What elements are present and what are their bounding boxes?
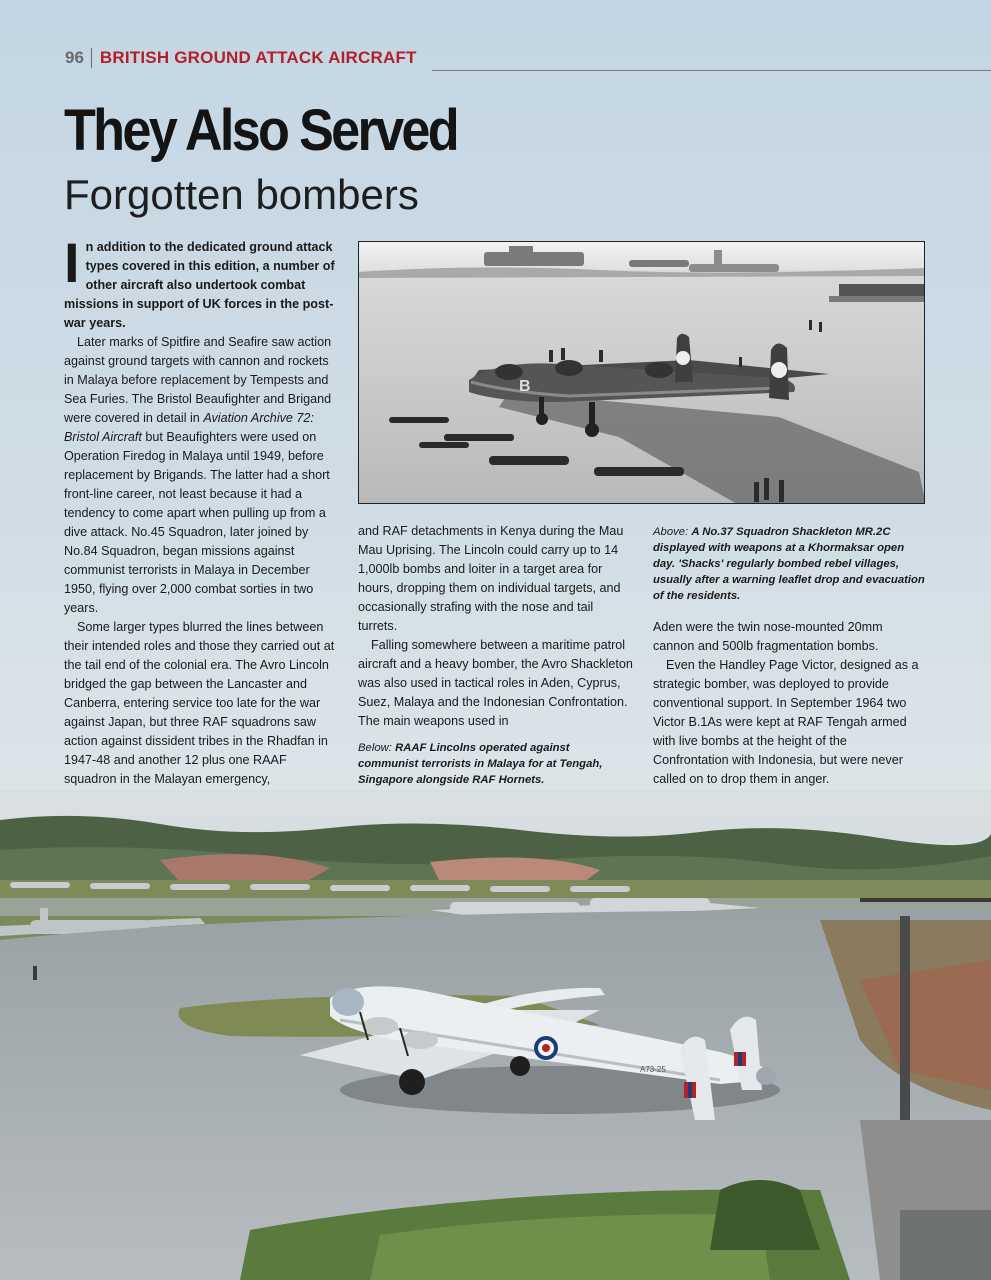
- caption-below: [358, 740, 628, 788]
- article-title: They Also Served: [64, 98, 457, 163]
- caption-above: [653, 524, 927, 604]
- lincoln-airfield-photo: [0, 790, 991, 1280]
- caption-text: RAAF Lincolns operated against communist terrorists in Malaya for at Tengah, Singapore alongside RAF Hornets.: [358, 742, 603, 786]
- shackleton-illustration: [359, 242, 925, 504]
- paragraph: Some larger types blurred the lines between their intended roles and those they carried out at the tail end of the colonial era. The Avro Lincoln bridged the gap between the Lancaster and Canberra, entering service too late for the war against Japan, but three RAF squadrons saw action against dissident tribes in the Rhadfan in 1947-48 and another 12 plus one RAAF squadron in the Malayan emergency,: [64, 620, 335, 786]
- paragraph: Later marks of Spitfire and Seafire saw action against ground targets with cannon and rockets in Malaya before replacement by Tempests and Sea Furies. The Bristol Beaufighter and Brigand were covered in detail in Aviation Archive 72: Bristol Aircraft but Beaufighters were used on Operation Firedog in Malaya until 1949, before replacement by Brigands. The latter had a short front-line career, not least because it had a tendency to come apart when pulling up from a dive attack. No.45 Squadron, later joined by No.84 Squadron, began missions against communist terrorists in Malaya in December 1950, flying over 2,000 combat sorties in two years.: [64, 335, 332, 615]
- text-column-3: [653, 618, 923, 789]
- airfield-illustration: [0, 790, 991, 1280]
- header-rule: [432, 70, 991, 71]
- text-column-2: [358, 522, 634, 731]
- paragraph: Even the Handley Page Victor, designed as a strategic bomber, was deployed to provide conventional support. In September 1964 two Victor B.1As were kept at RAF Tengah armed with live bombs at the height of the Confrontation with Indonesia, but were never called on to drop them in anger.: [653, 658, 919, 786]
- paragraph: Falling somewhere between a maritime patrol aircraft and a heavy bomber, the Avro Shackleton was also used in tactical roles in Aden, Cyprus, Suez, Malaya and the Indonesian Confrontation. The main weapons used in: [358, 638, 633, 728]
- paragraph: and RAF detachments in Kenya during the Mau Mau Uprising. The Lincoln could carry up to 14 1,000lb bombs and loiter in a target area for hours, dropping them on individual targets, and occasionally strafing with the nose and tail turrets.: [358, 524, 624, 633]
- intro-paragraph: [64, 231, 336, 333]
- intro-text: n addition to the dedicated ground attack types covered in this edition, a number of other aircraft also undertook combat missions in support of UK forces in the post-war years.: [64, 240, 335, 330]
- aircraft-serial: A73-25: [640, 1065, 666, 1074]
- article-subtitle: Forgotten bombers: [64, 171, 419, 218]
- page-number: 96: [65, 48, 84, 67]
- section-title: BRITISH GROUND ATTACK AIRCRAFT: [99, 48, 417, 67]
- caption-label: Below:: [358, 742, 392, 754]
- header-separator: [91, 48, 92, 68]
- caption-label: Above:: [653, 526, 689, 538]
- text-column-1: [64, 231, 336, 789]
- drop-cap: I: [64, 231, 80, 294]
- paragraph: Aden were the twin nose-mounted 20mm cannon and 500lb fragmentation bombs.: [653, 620, 883, 653]
- shackleton-photo: [358, 241, 925, 504]
- running-header: [65, 47, 417, 69]
- aircraft-letter: B: [519, 378, 531, 395]
- caption-text: A No.37 Squadron Shackleton MR.2C displayed with weapons at a Khormaksar open day. 'Shacks' regularly bombed rebel villages, usually after a warning leaflet drop and evacuation of the residents.: [653, 526, 925, 602]
